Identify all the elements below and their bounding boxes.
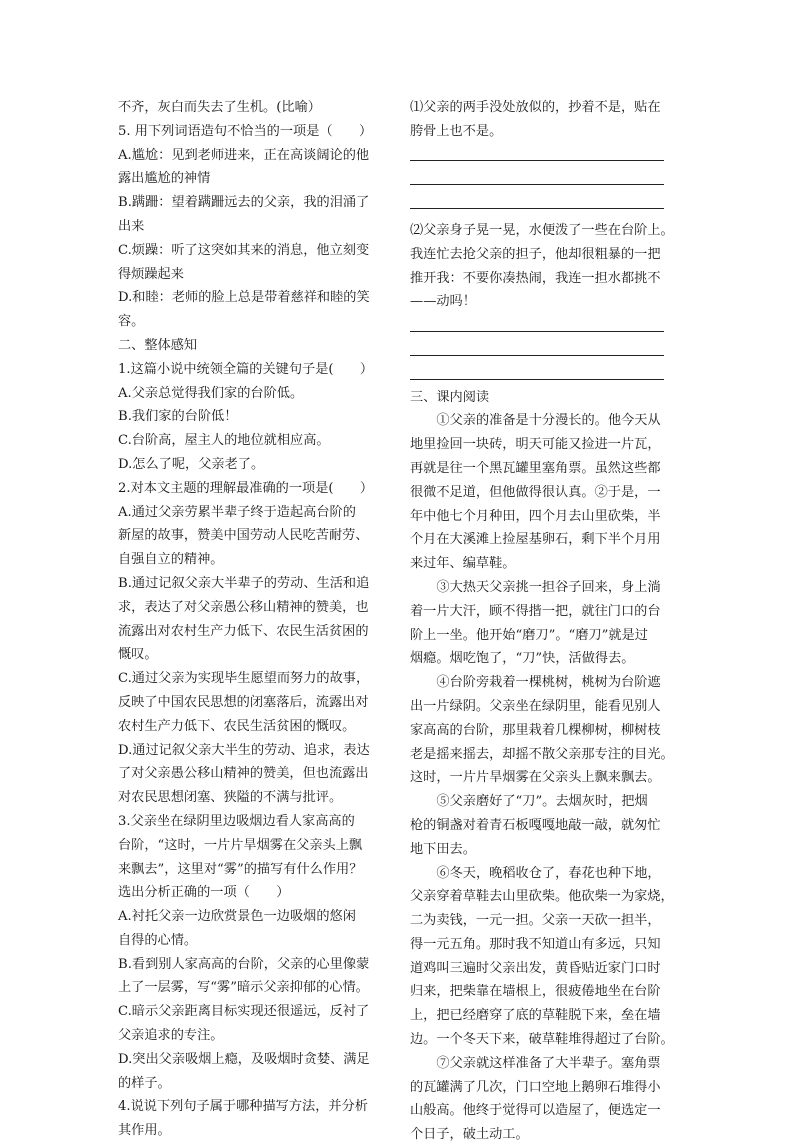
text-line: B.看到别人家高高的台阶，父亲的心里像蒙 (118, 956, 370, 972)
reading-text-line: 父亲穿着草鞋去山里砍柴。他砍柴一为家烧， (410, 889, 674, 905)
reading-text-line: 道鸡叫三遍时父亲出发，黄昏贴近家门口时 (410, 960, 661, 976)
text-line: 求，表达了对父亲愚公移山精神的赞美，也 (118, 599, 369, 615)
reading-text-line: ④台阶旁栽着一棵桃树，桃树为台阶遮 (436, 675, 661, 691)
text-line: D.怎么了呢，父亲老了。 (118, 456, 265, 472)
text-line: 其作用。 (118, 1123, 171, 1139)
text-line: 自得的心情。 (118, 932, 198, 948)
text-line: D.突出父亲吸烟上瘾，及吸烟时贪婪、满足 (118, 1051, 370, 1067)
text-line: 的样子。 (118, 1075, 171, 1091)
reading-text-line: 再就是往一个黑瓦罐里塞角票。虽然这些都 (410, 460, 661, 476)
answer-line[interactable] (410, 144, 672, 168)
text-line: 3.父亲坐在绿阴里边吸烟边看人家高高的 (118, 813, 355, 829)
text-line: 台阶，“这时，一片片旱烟雾在父亲头上飘 (118, 837, 363, 853)
reading-text-line: 归来，把柴靠在墙根上，很疲倦地坐在台阶 (410, 984, 661, 1000)
answer-line[interactable] (410, 362, 672, 386)
text-line: B.通过记叙父亲大半辈子的劳动、生活和追 (118, 575, 370, 591)
text-line: C.台阶高，屋主人的地位就相应高。 (118, 433, 330, 449)
reading-text-line: 着一片大汗，顾不得揩一把，就往门口的台 (410, 603, 661, 619)
text-line: A.尴尬：见到老师进来，正在高谈阔论的他 (118, 147, 370, 163)
text-line: B.蹒跚：望着蹒跚远去的父亲，我的泪涌了 (118, 195, 370, 211)
right-column (410, 96, 672, 1147)
reading-text-line: ⑤父亲磨好了“刀”。去烟灰时，把烟 (436, 794, 648, 810)
text-line: 4.说说下列句子属于哪种描写方法，并分析 (118, 1099, 368, 1115)
text-line: B.我们家的台阶低！ (118, 409, 238, 425)
question-text-line: 推开我：不要你凑热闹，我连一担水都挑不 (410, 270, 661, 286)
question-text-line: ⑵父亲身子晃一晃，水便泼了一些在台阶上。 (410, 222, 674, 238)
text-line: A.父亲总觉得我们家的台阶低。 (118, 385, 304, 401)
text-line: 出来 (118, 218, 145, 234)
text-line: C.烦躁：听了这突如其来的消息，他立刻变 (118, 242, 370, 258)
text-line: 选出分析正确的一项（ ） (118, 885, 290, 901)
text-line: 不齐，灰白而失去了生机。(比喻） (118, 100, 321, 115)
text-line: 慨叹。 (118, 647, 158, 663)
reading-text-line: 得一元五角。那时我不知道山有多远，只知 (410, 936, 661, 952)
reading-text-line: 很微不足道，但他做得很认真。②于是，一 (410, 484, 661, 500)
reading-text-line: 枪的铜盏对着青石板嘎嘎地敲一敲，就匆忙 (410, 817, 661, 833)
text-line: 上了一层雾，写“雾”暗示父亲抑郁的心情。 (118, 980, 369, 996)
text-line: 1.这篇小说中统领全篇的关键句子是( ） (118, 361, 374, 377)
reading-text-line: 出一片绿阴。父亲坐在绿阴里，能看见别人 (410, 698, 661, 714)
question-text-line: 胯骨上也不是。 (410, 123, 503, 139)
answer-line[interactable] (410, 314, 672, 338)
text-line: 2.对本文主题的理解最准确的一项是( ） (118, 480, 374, 496)
question-text-line: ⑴父亲的两手没处放似的，抄着不是，贴在 (410, 100, 661, 115)
reading-text-line: ①父亲的准备是十分漫长的。他今天从 (436, 413, 661, 429)
reading-text-line: 二为卖钱，一元一担。父亲一天砍一担半， (410, 913, 661, 929)
text-line: C.暗示父亲距离目标实现还很遥远，反衬了 (118, 1004, 370, 1020)
reading-text-line: 家高高的台阶，那里栽着几棵柳树，柳树枝 (410, 722, 661, 738)
text-line: 二、整体感知 (118, 337, 198, 353)
left-column (118, 96, 390, 1143)
text-line: 了对父亲愚公移山精神的赞美，但也流露出 (118, 766, 369, 782)
reading-text-line: 山般高。他终于觉得可以造屋了，便选定一 (410, 1103, 661, 1119)
text-line: 对农民思想闭塞、狭隘的不满与批评。 (118, 790, 343, 806)
reading-text-line: 地里捡回一块砖，明天可能又捡进一片瓦， (410, 437, 661, 453)
text-line: 新屋的故事，赞美中国劳动人民吃苦耐劳、 (118, 528, 369, 544)
question-text-line: ——动吗！ (410, 294, 476, 310)
reading-text-line: 个月在大溪滩上捡屋基卵石，剩下半个月用 (410, 532, 661, 548)
text-line: C.通过父亲为实现毕生愿望而努力的故事， (118, 671, 370, 687)
reading-text-line: 这时，一片片旱烟雾在父亲头上飘来飘去。 (410, 770, 661, 786)
reading-text-line: ⑦父亲就这样准备了大半辈子。塞角票 (436, 1055, 661, 1071)
text-line: 来飘去”，这里对“雾”的描写有什么作用？ (118, 861, 363, 877)
text-line: D.和睦：老师的脸上总是带着慈祥和睦的笑 (118, 290, 370, 306)
text-line: 农村生产力低下、农民生活贫困的慨叹。 (118, 718, 356, 734)
text-line: A.通过父亲劳累半辈子终于造起高台阶的 (118, 504, 356, 520)
text-line: 露出尴尬的神情 (118, 171, 211, 187)
reading-text-line: 阶上一坐。他开始“磨刀”。“磨刀”就是过 (410, 627, 648, 643)
reading-text-line: 老是摇来摇去，却摇不散父亲那专注的目光。 (410, 746, 674, 762)
answer-line[interactable] (410, 167, 672, 191)
text-line: 5. 用下列词语造句不恰当的一项是（ ） (118, 123, 373, 139)
section-three-title: 三、课内阅读 (410, 389, 490, 405)
reading-text-line: 上，把已经磨穿了底的草鞋脱下来，垒在墙 (410, 1008, 661, 1024)
text-line: D.通过记叙父亲大半生的劳动、追求，表达 (118, 742, 370, 758)
text-line: 反映了中国农民思想的闭塞落后，流露出对 (118, 694, 369, 710)
text-line: 流露出对农村生产力低下、农民生活贫困的 (118, 623, 369, 639)
reading-text-line: ⑥冬天，晚稻收仓了，春花也种下地， (436, 865, 661, 881)
text-line: 自强自立的精神。 (118, 552, 224, 568)
reading-text-line: 年中他七个月种田，四个月去山里砍柴，半 (410, 508, 661, 524)
answer-line[interactable] (410, 191, 672, 215)
text-line: A.衬托父亲一边欣赏景色一边吸烟的悠闲 (118, 909, 356, 925)
text-line: 容。 (118, 314, 145, 330)
reading-text-line: 边。一个冬天下来，破草鞋堆得超过了台阶。 (410, 1032, 674, 1048)
text-line: 得烦躁起来 (118, 266, 184, 282)
answer-line[interactable] (410, 338, 672, 362)
text-line: 父亲追求的专注。 (118, 1028, 224, 1044)
reading-text-line: 烟瘾。烟吃饱了，“刀”快，活做得去。 (410, 651, 635, 667)
reading-text-line: 地下田去。 (410, 841, 476, 857)
reading-text-line: 来过年、编草鞋。 (410, 556, 516, 572)
question-text-line: 我连忙去抢父亲的担子，他却很粗暴的一把 (410, 246, 661, 262)
reading-text-line: 个日子，破土动工。 (410, 1127, 529, 1143)
reading-text-line: ③大热天父亲挑一担谷子回来，身上淌 (436, 579, 661, 595)
reading-text-line: 的瓦罐满了几次，门口空地上鹅卵石堆得小 (410, 1079, 661, 1095)
